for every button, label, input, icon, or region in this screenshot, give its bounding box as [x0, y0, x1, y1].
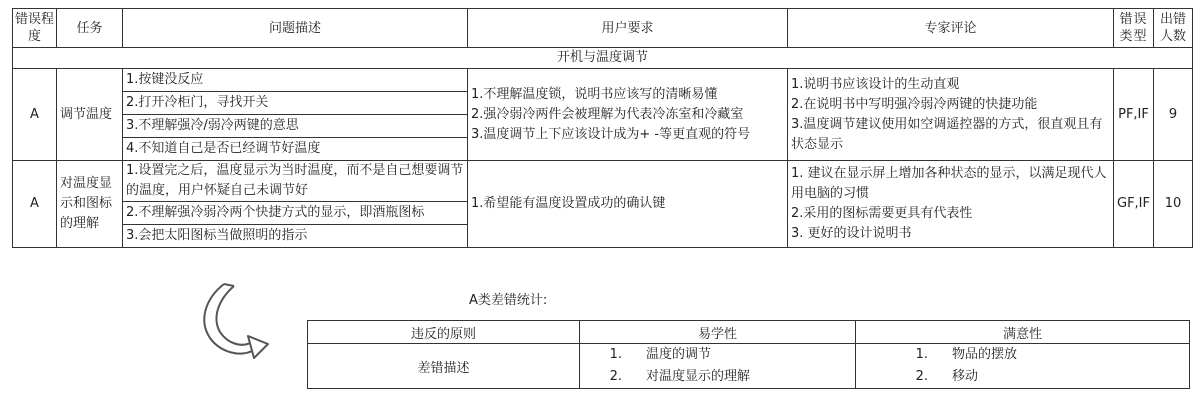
stats-header-satisfaction: 满意性: [856, 321, 1190, 344]
section-title: 开机与温度调节: [13, 48, 1193, 69]
requirement-item: 3.温度调节上下应该设计成为+ -等更直观的符号: [471, 126, 751, 142]
issue-item: 3.不理解强冷/弱冷两键的意思: [123, 115, 468, 138]
error-statistics-table: [307, 320, 1190, 389]
user-requirements: [468, 69, 788, 161]
list-item: 2. 对温度显示的理解: [609, 369, 751, 384]
expert-item: 3.温度调节建议使用如空调遥控器的方式，很直观且有状态显示: [791, 116, 1103, 152]
user-requirements: [468, 161, 788, 248]
header-task: 任务: [57, 9, 123, 48]
expert-comments: [788, 69, 1114, 161]
issue-item: 4.不知道自己是否已经调节好温度: [123, 138, 468, 161]
issue-item: 3.会把太阳图标当做照明的指示: [123, 225, 468, 248]
task-name: 对温度显示和图标的理解: [57, 161, 123, 248]
header-expert-comment: 专家评论: [788, 9, 1114, 48]
issue-item: 1.设置完之后，温度显示为当时温度，而不是自己想要调节的温度，用户怀疑自己未调节好: [123, 161, 468, 202]
list-item: 1. 物品的摆放: [915, 347, 1018, 362]
error-type: GF,IF: [1114, 161, 1154, 248]
expert-item: 3. 更好的设计说明书: [791, 226, 912, 241]
stats-row: [308, 344, 1190, 389]
table-row: [13, 161, 1193, 202]
curved-arrow-icon: [196, 278, 276, 368]
list-item: 2. 移动: [915, 369, 979, 384]
learnability-list: [580, 344, 856, 389]
header-problem: 问题描述: [123, 9, 468, 48]
header-user-requirement: 用户要求: [468, 9, 788, 48]
section-row: [13, 48, 1193, 69]
requirement-item: 1.不理解温度锁，说明书应该写的清晰易懂: [471, 86, 718, 102]
stats-row-label: 差错描述: [308, 344, 580, 389]
stats-header-principle: 违反的原则: [308, 321, 580, 344]
issue-item: 2.不理解强冷弱冷两个快捷方式的显示，即酒瓶图标: [123, 202, 468, 225]
error-count: 9: [1154, 69, 1193, 161]
header-level: 错误程度: [13, 9, 57, 48]
error-analysis-table: [12, 8, 1193, 248]
table-row: [13, 69, 1193, 92]
requirement-item: 1.希望能有温度设置成功的确认键: [471, 196, 666, 211]
issue-item: 1.按键没反应: [123, 69, 468, 92]
expert-item: 1. 建议在显示屏上增加各种状态的显示，以满足现代人用电脑的习惯: [791, 166, 1107, 201]
expert-item: 2.采用的图标需要更具有代表性: [791, 206, 973, 221]
header-error-count: 出错人数: [1154, 9, 1193, 48]
stats-title: A类差错统计:: [469, 293, 548, 308]
requirement-item: 2.强冷弱冷两件会被理解为代表冷冻室和冷藏室: [471, 106, 744, 122]
header-row: [13, 9, 1193, 48]
list-item: 1. 温度的调节: [609, 347, 712, 362]
issue-item: 2.打开冷柜门，寻找开关: [123, 92, 468, 115]
error-type: PF,IF: [1114, 69, 1154, 161]
satisfaction-list: [856, 344, 1190, 389]
expert-comments: [788, 161, 1114, 248]
stats-header-row: [308, 321, 1190, 344]
error-level: A: [13, 69, 57, 161]
error-level: A: [13, 161, 57, 248]
task-name: 调节温度: [57, 69, 123, 161]
header-error-type: 错误类型: [1114, 9, 1154, 48]
stats-header-learnability: 易学性: [580, 321, 856, 344]
expert-item: 1.说明书应该设计的生动直观: [791, 76, 960, 92]
error-count: 10: [1154, 161, 1193, 248]
expert-item: 2.在说明书中写明强冷弱冷两键的快捷功能: [791, 96, 1038, 112]
